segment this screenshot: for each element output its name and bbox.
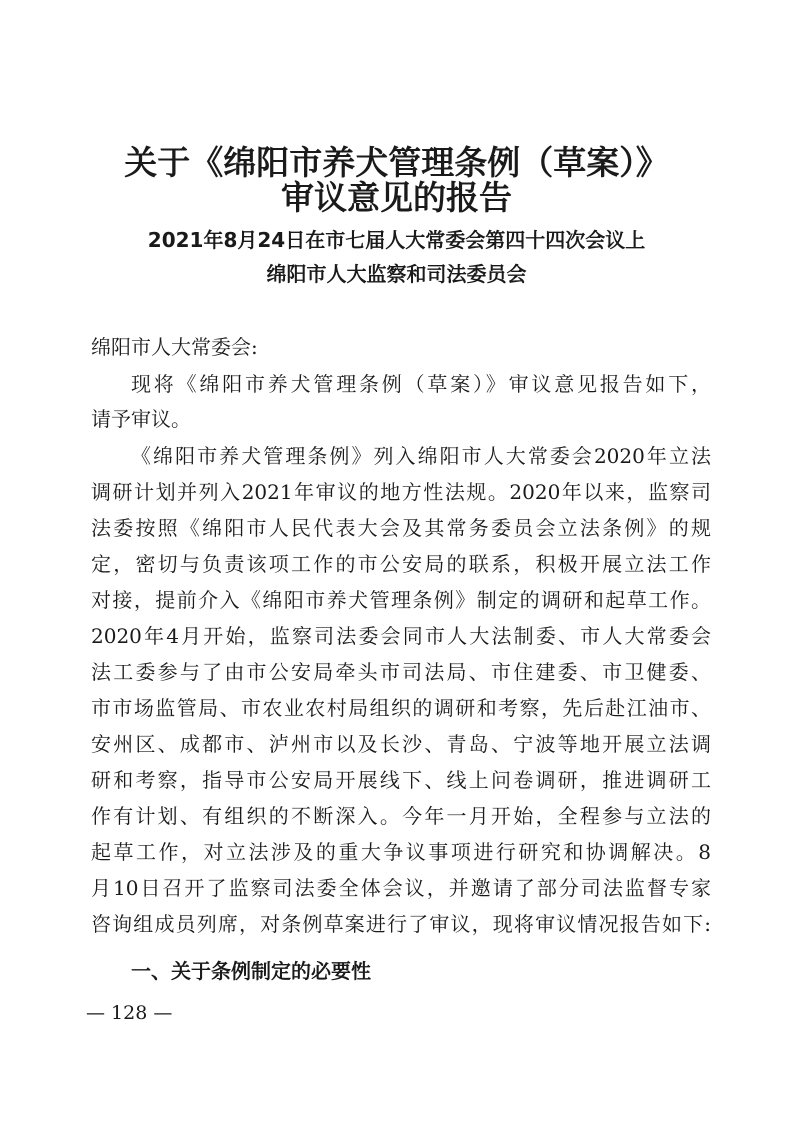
paragraph-1-line: 请予审议。 [91,407,191,431]
page-number: — 128 — [86,1002,173,1024]
paragraph-2-line: 法委按照《绵阳市人民代表大会及其常务委员会立法条例》的规 [91,516,711,540]
report-title-line-2: 审议意见的报告 [281,178,512,217]
report-title-line-1: 关于《绵阳市养犬管理条例（草案）》 [124,143,669,182]
paragraph-2-line: 起草工作，对立法涉及的重大争议事项进行研究和协调解决。8 [91,840,711,864]
paragraph-2-line: 咨询组成员列席，对条例草案进行了审议，现将审议情况报告如下: [91,912,711,936]
paragraph-1-line: 现将《绵阳市养犬管理条例（草案）》审议意见报告如下， [131,372,711,396]
paragraph-2-line: 《绵阳市养犬管理条例》列入绵阳市人大常委会2020年立法 [131,444,711,468]
paragraph-2-line: 月10日召开了监察司法委全体会议，并邀请了部分司法监督专家 [91,876,711,900]
section-1-heading: 一、关于条例制定的必要性 [131,959,371,983]
salutation: 绵阳市人大常委会: [91,335,258,359]
paragraph-2-line: 研和考察，指导市公安局开展线下、线上问卷调研，推进调研工 [91,768,711,792]
paragraph-2-line: 定，密切与负责该项工作的市公安局的联系，积极开展立法工作 [91,552,711,576]
paragraph-2-line: 市市场监管局、市农业农村局组织的调研和考察，先后赴江油市、 [91,696,711,720]
paragraph-2-line: 2020年4月开始，监察司法委会同市人大法制委、市人大常委会 [91,624,711,648]
report-author: 绵阳市人大监察和司法委员会 [266,262,527,286]
paragraph-2-line: 调研计划并列入2021年审议的地方性法规。2020年以来，监察司 [91,480,711,504]
paragraph-2-line: 作有计划、有组织的不断深入。今年一月开始，全程参与立法的 [91,804,711,828]
report-date-venue: 2021年8月24日在市七届人大常委会第四十四次会议上 [147,228,646,252]
paragraph-2-line: 安州区、成都市、泸州市以及长沙、青岛、宁波等地开展立法调 [91,732,711,756]
paragraph-2-line: 对接，提前介入《绵阳市养犬管理条例》制定的调研和起草工作。 [91,588,711,612]
paragraph-2-line: 法工委参与了由市公安局牵头市司法局、市住建委、市卫健委、 [91,660,711,684]
